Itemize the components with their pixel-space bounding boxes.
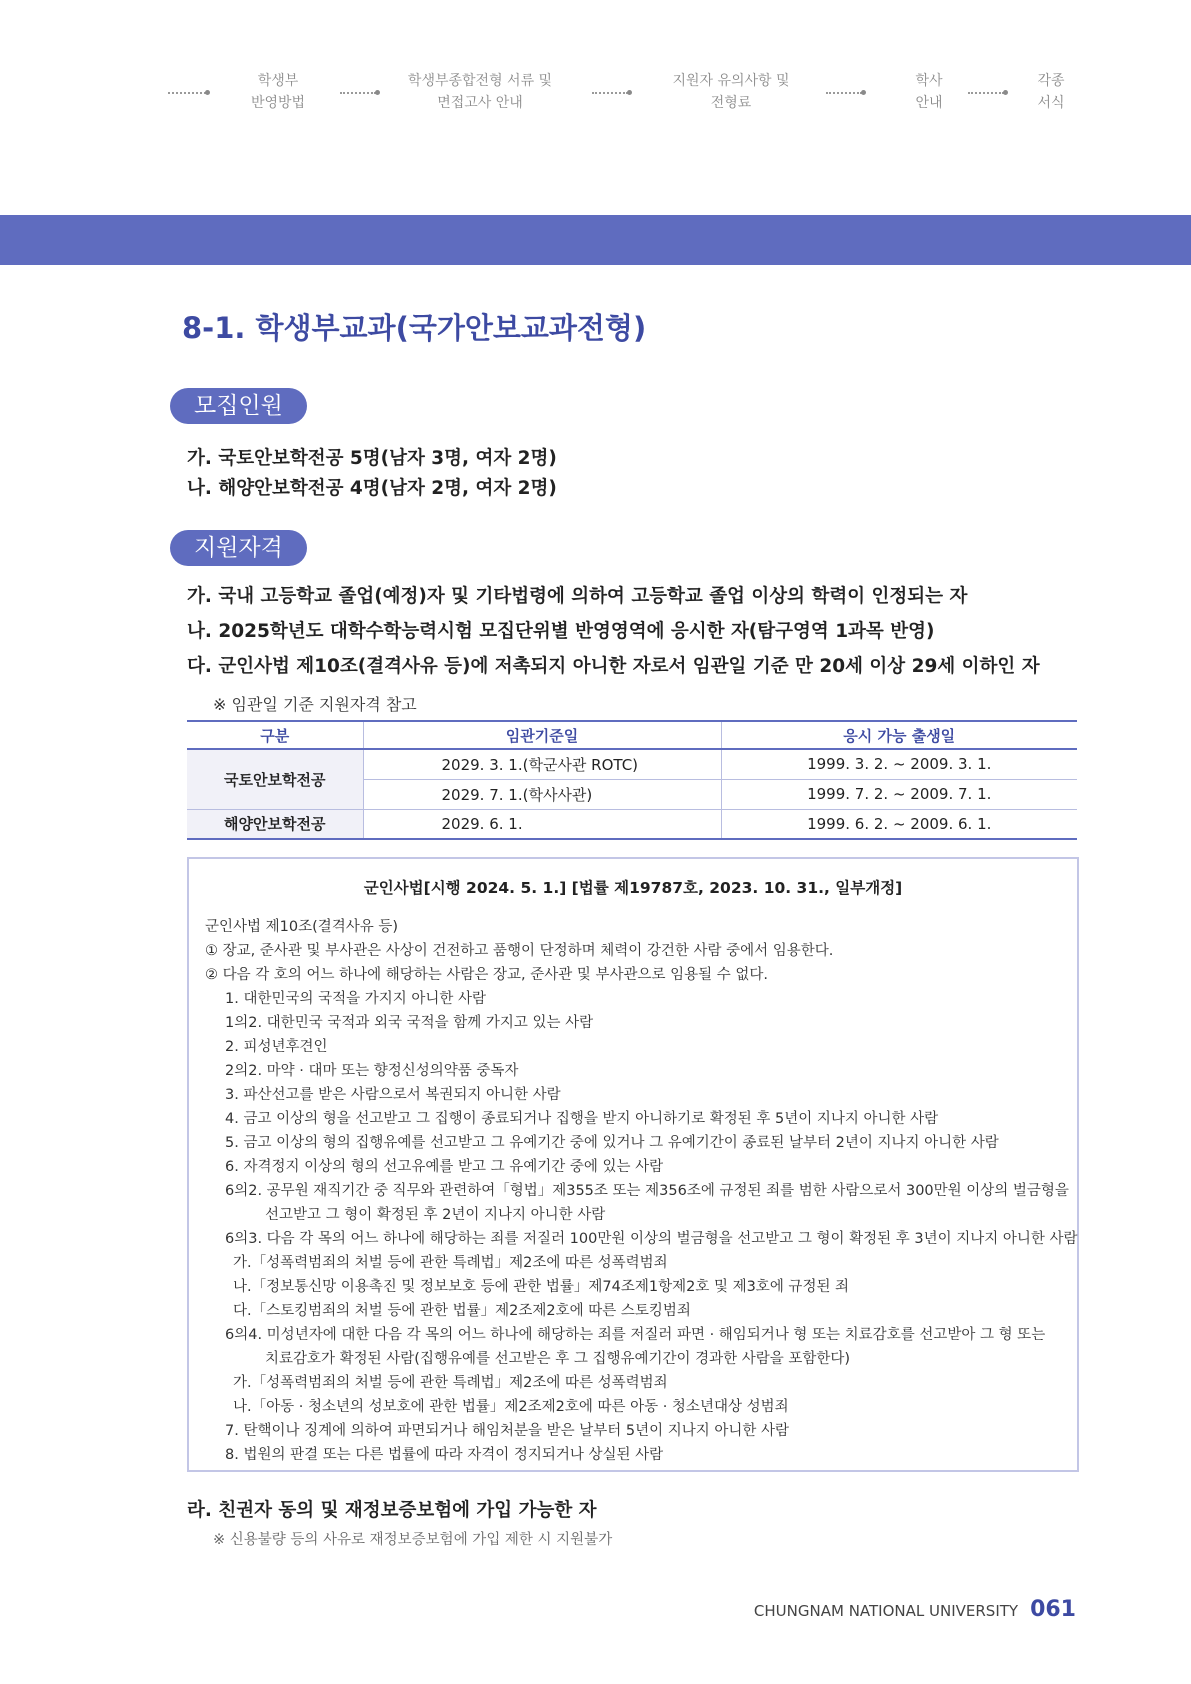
law-line: 가.「성폭력범죄의 처벌 등에 관한 특례법」제2조에 따른 성폭력범죄 xyxy=(233,1255,668,1271)
nav-dots xyxy=(168,92,206,94)
table-date-cell: 2029. 3. 1.(학군사관 ROTC) xyxy=(363,749,721,779)
table-header-row xyxy=(187,721,1077,749)
eligibility-date-table xyxy=(187,720,1077,840)
law-line: 나.「정보통신망 이용촉진 및 정보보호 등에 관한 법률」제74조제1항제2호 및 제3호에 규정된 죄 xyxy=(233,1279,850,1295)
law-line: 2의2. 마약 · 대마 또는 향정신성의약품 중독자 xyxy=(225,1063,519,1079)
law-title: 군인사법[시행 2024. 5. 1.] [법률 제19787호, 2023. 10. 31., 일부개정] xyxy=(363,879,903,897)
recruit-heading: 모집인원 xyxy=(170,388,307,424)
law-line: 6의4. 미성년자에 대한 다음 각 목의 어느 하나에 해당하는 죄를 저질러 파면 · 해임되거나 형 또는 치료감호를 선고받아 그 형 또는 xyxy=(225,1327,1046,1343)
nav-item-applicant-notes[interactable]: 지원자 유의사항 및 전형료 xyxy=(672,73,790,111)
section-title xyxy=(170,306,660,350)
nav-item-documents-interview[interactable]: 학생부종합전형 서류 및 면접고사 안내 xyxy=(407,73,553,111)
law-line: 1의2. 대한민국 국적과 외국 국적을 함께 가지고 있는 사람 xyxy=(225,1015,594,1031)
eligibility-heading: 지원자격 xyxy=(170,530,307,566)
law-line: 3. 파산선고를 받은 사람으로서 복권되지 아니한 사람 xyxy=(225,1087,561,1103)
table-header: 임관기준일 xyxy=(363,721,721,749)
nav-dots xyxy=(968,92,1004,94)
recruit-line: 가. 국토안보학전공 5명(남자 3명, 여자 2명) xyxy=(187,448,557,469)
law-line: ① 장교, 준사관 및 부사관은 사상이 건전하고 품행이 단정하며 체력이 강건한 사람 중에서 임용한다. xyxy=(205,943,834,959)
nav-item-academic-info[interactable]: 학사 안내 xyxy=(915,73,943,111)
law-line: 5. 금고 이상의 형의 집행유예를 선고받고 그 유예기간 중에 있거나 그 유예기간이 종료된 날부터 2년이 지나지 아니한 사람 xyxy=(225,1135,999,1151)
eligibility-line: 나. 2025학년도 대학수학능력시험 모집단위별 반영영역에 응시한 자(탐구영역 1과목 반영) xyxy=(187,621,935,642)
footer-university: CHUNGNAM NATIONAL UNIVERSITY xyxy=(753,1602,1019,1620)
table-note: ※ 임관일 기준 지원자격 참고 xyxy=(213,695,417,714)
table-header: 구분 xyxy=(187,721,363,749)
eligibility-line: 가. 국내 고등학교 졸업(예정)자 및 기타법령에 의하여 고등학교 졸업 이상의 학력이 인정되는 자 xyxy=(187,586,968,607)
extra-note: ※ 신용불량 등의 사유로 재정보증보험에 가입 제한 시 지원불가 xyxy=(213,1532,613,1548)
eligibility-line: 다. 군인사법 제10조(결격사유 등)에 저촉되지 아니한 자로서 임관일 기준 만 20세 이상 29세 이하인 자 xyxy=(187,656,1040,677)
law-line: 2. 피성년후견인 xyxy=(225,1039,328,1055)
page-number: 061 xyxy=(1030,1597,1076,1622)
law-line: 가.「성폭력범죄의 처벌 등에 관한 특례법」제2조에 따른 성폭력범죄 xyxy=(233,1375,668,1391)
table-row xyxy=(187,809,1077,839)
law-line: 6. 자격정지 이상의 형의 선고유예를 받고 그 유예기간 중에 있는 사람 xyxy=(225,1159,664,1175)
top-navigation xyxy=(168,70,1076,118)
law-lines xyxy=(205,915,1078,1467)
table-birth-cell: 1999. 7. 2. ~ 2009. 7. 1. xyxy=(721,779,1077,809)
law-line: 8. 법원의 판결 또는 다른 법률에 따라 자격이 정지되거나 상실된 사람 xyxy=(225,1447,664,1463)
nav-item-reflection-method[interactable]: 학생부 반영방법 xyxy=(250,73,306,111)
law-line: 선고받고 그 형이 확정된 후 2년이 지나지 아니한 사람 xyxy=(265,1207,606,1223)
nav-item-forms[interactable]: 각종 서식 xyxy=(1037,73,1065,111)
nav-dots xyxy=(826,92,862,94)
table-date-cell: 2029. 7. 1.(학사사관) xyxy=(363,779,721,809)
law-excerpt-box xyxy=(187,857,1079,1472)
section-title-text: 8-1. 학생부교과(국가안보교과전형) xyxy=(182,311,647,345)
table-header: 응시 가능 출생일 xyxy=(721,721,1077,749)
nav-dots xyxy=(592,92,628,94)
law-line: 치료감호가 확정된 사람(집행유예를 선고받은 후 그 집행유예기간이 경과한 사람을 포함한다) xyxy=(265,1351,851,1367)
law-line: 나.「아동 · 청소년의 성보호에 관한 법률」제2조제2호에 따른 아동 · 청소년대상 성범죄 xyxy=(233,1399,789,1415)
table-major-cell: 해양안보학전공 xyxy=(187,809,363,839)
page-footer xyxy=(754,1597,1076,1622)
law-line: 7. 탄핵이나 징계에 의하여 파면되거나 해임처분을 받은 날부터 5년이 지나지 아니한 사람 xyxy=(225,1423,790,1439)
recruit-line: 나. 해양안보학전공 4명(남자 2명, 여자 2명) xyxy=(187,478,557,499)
table-row xyxy=(187,749,1077,779)
nav-dots xyxy=(340,92,376,94)
law-line: 4. 금고 이상의 형을 선고받고 그 집행이 종료되거나 집행을 받지 아니하기로 확정된 후 5년이 지나지 아니한 사람 xyxy=(225,1111,939,1127)
law-line: 6의2. 공무원 재직기간 중 직무와 관련하여「형법」제355조 또는 제356조에 규정된 죄를 범한 사람으로서 300만원 이상의 벌금형을 xyxy=(225,1183,1069,1199)
law-line: ② 다음 각 호의 어느 하나에 해당하는 사람은 장교, 준사관 및 부사관으로 임용될 수 없다. xyxy=(205,967,768,983)
table-birth-cell: 1999. 3. 2. ~ 2009. 3. 1. xyxy=(721,749,1077,779)
table-major-cell: 국토안보학전공 xyxy=(187,749,363,809)
table-date-cell: 2029. 6. 1. xyxy=(363,809,721,839)
law-line: 군인사법 제10조(결격사유 등) xyxy=(205,919,399,935)
law-line: 다.「스토킹범죄의 처벌 등에 관한 법률」제2조제2호에 따른 스토킹범죄 xyxy=(233,1303,691,1319)
table-birth-cell: 1999. 6. 2. ~ 2009. 6. 1. xyxy=(721,809,1077,839)
extra-eligibility-line: 라. 친권자 동의 및 재정보증보험에 가입 가능한 자 xyxy=(187,1500,597,1521)
header-band xyxy=(0,215,1191,265)
law-line: 1. 대한민국의 국적을 가지지 아니한 사람 xyxy=(225,991,486,1007)
law-line: 6의3. 다음 각 목의 어느 하나에 해당하는 죄를 저질러 100만원 이상의 벌금형을 선고받고 그 형이 확정된 후 3년이 지나지 아니한 사람 xyxy=(225,1231,1078,1247)
